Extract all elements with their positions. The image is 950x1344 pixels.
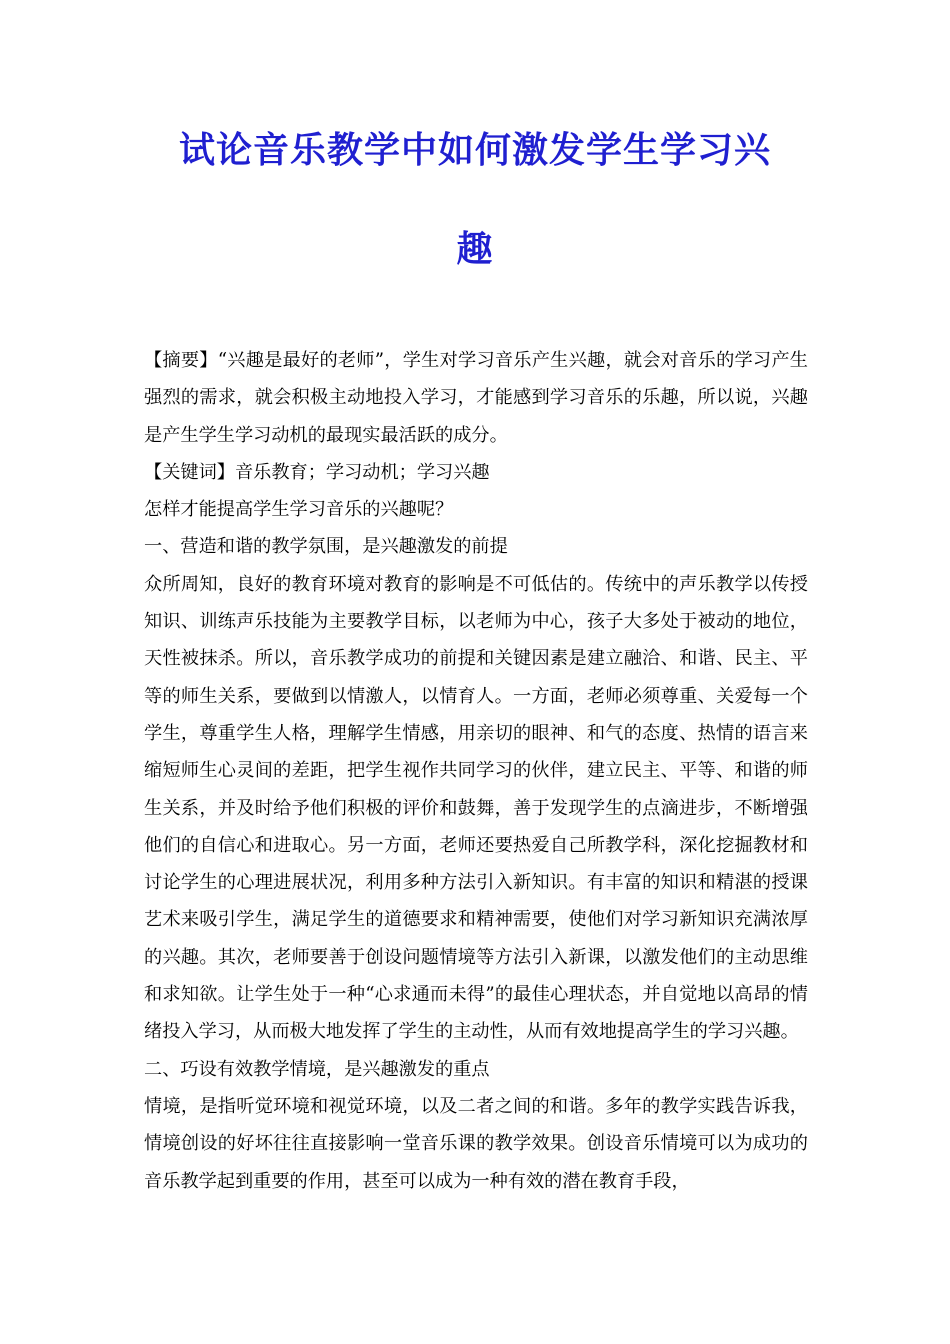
abstract-paragraph: 【摘要】“兴趣是最好的老师”，学生对学习音乐产生兴趣，就会对音乐的学习产生强烈的需求，就会积极主动地投入学习，才能感到学习音乐的乐趣，所以说，兴趣是产生学生学习动机的最现实最活跃的成分。 <box>144 350 808 446</box>
document-title-line-2: 趣 <box>456 229 494 270</box>
section-heading-1: 一、营造和谐的教学氛围，是兴趣激发的前提 <box>144 536 508 558</box>
document-body <box>144 342 808 1200</box>
section-heading-2: 二、巧设有效教学情境，是兴趣激发的重点 <box>144 1058 490 1080</box>
intro-question: 怎样才能提高学生学习音乐的兴趣呢？ <box>144 499 454 521</box>
document-title-line-1: 试论音乐教学中如何激发学生学习兴 <box>178 130 771 171</box>
keywords-paragraph: 【关键词】音乐教育；学习动机；学习兴趣 <box>144 461 490 483</box>
section-2-body: 情境，是指听觉环境和视觉环境，以及二者之间的和谐。多年的教学实践告诉我，情境创设的好坏往往直接影响一堂音乐课的教学效果。创设音乐情境可以为成功的音乐教学起到重要的作用，甚至可以成为一种有效的潜在教育手段， <box>144 1095 808 1192</box>
section-1-body: 众所周知，良好的教育环境对教育的影响是不可低估的。传统中的声乐教学以传授知识、训练声乐技能为主要教学目标，以老师为中心，孩子大多处于被动的地位，天性被抹杀。所以，音乐教学成功的前提和关键因素是建立融洽、和谐、民主、平等的师生关系，要做到以情激人，以情育人。一方面，老师必须尊重、关爱每一个学生，尊重学生人格，理解学生情感，用亲切的眼神、和气的态度、热情的语言来缩短师生心灵间的差距，把学生视作共同学习的伙伴，建立民主、平等、和谐的师生关系，并及时给予他们积极的评价和鼓舞，善于发现学生的点滴进步，不断增强他们的自信心和进取心。另一方面，老师还要热爱自己所教学科，深化挖掘教材和讨论学生的心理进展状况，利用多种方法引入新知识。有丰富的知识和精湛的授课艺术来吸引学生，满足学生的道德要求和精神需要，使他们对学习新知识充满浓厚的兴趣。其次，老师要善于创设问题情境等方法引入新课，以激发他们的主动思维和求知欲。让学生处于一种“心求通而未得”的最佳心理状态，并自觉地以高昂的情绪投入学习，从而极大地发挥了学生的主动性，从而有效地提高学生的学习兴趣。 <box>144 573 808 1043</box>
